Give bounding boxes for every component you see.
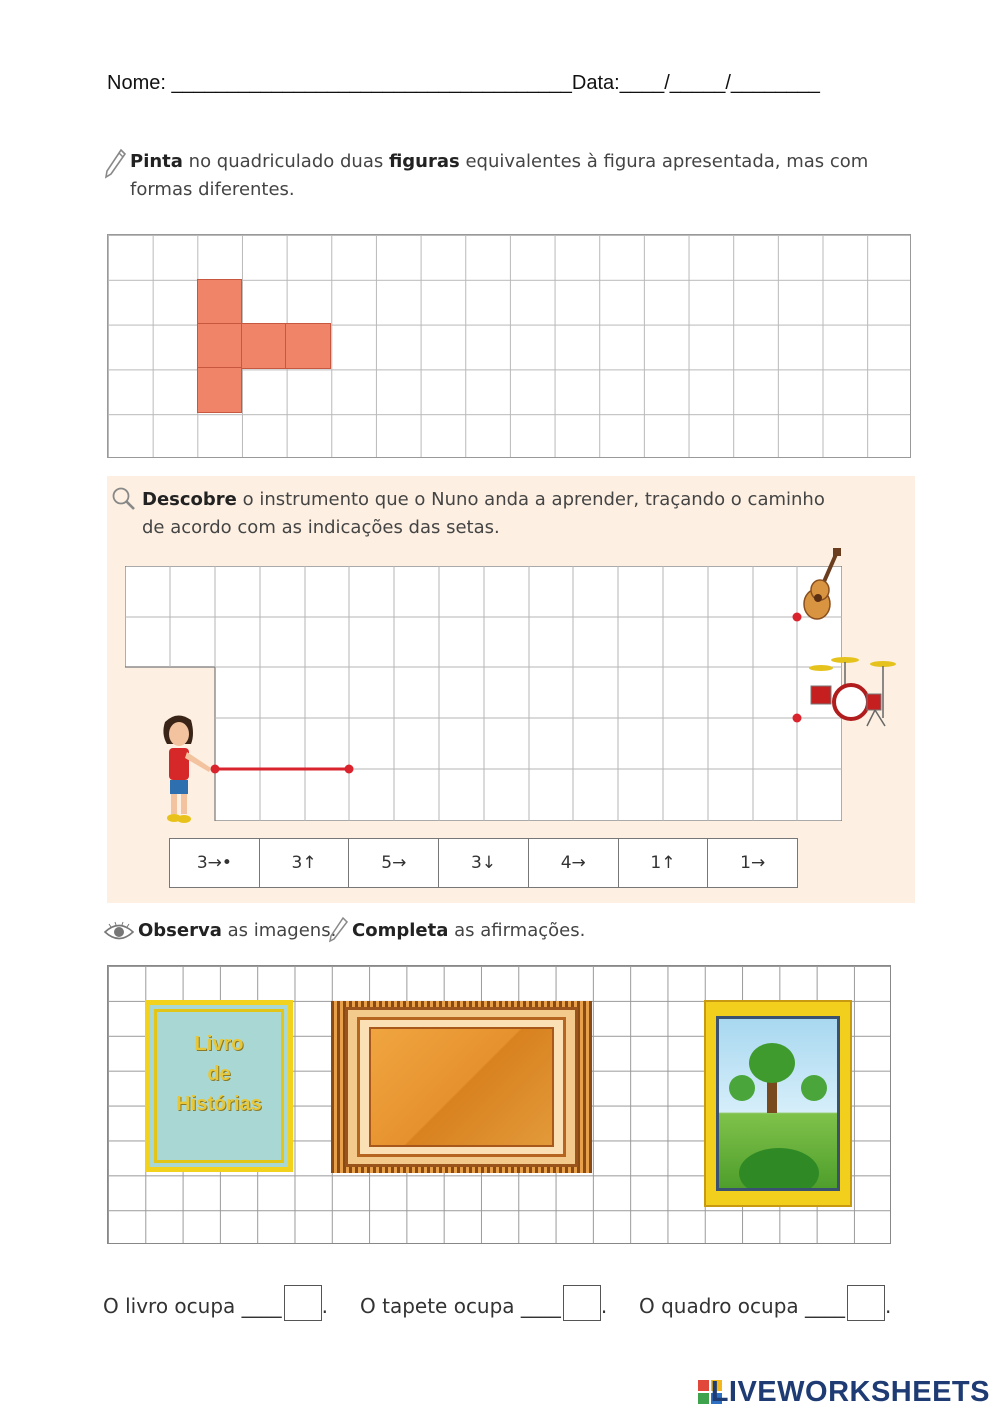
instruction-text: no quadriculado duas [182, 151, 389, 172]
book-title-line: Histórias [176, 1093, 262, 1115]
name-date-line: Nome: ____________________________________Data:____/_____/________ [107, 72, 820, 94]
answer-rug [360, 1285, 607, 1321]
instruction-verb: Observa [138, 920, 222, 941]
drum-kit-illustration [805, 652, 900, 728]
instruction-exercise-1 [130, 148, 890, 204]
direction-step: 3→• [170, 839, 260, 887]
instruction-text: as imagens. [221, 920, 337, 941]
answer-frame-text: O quadro ocupa ____ [639, 1294, 846, 1318]
guitar-illustration [797, 548, 843, 626]
answer-frame-box[interactable] [847, 1285, 885, 1321]
direction-step: 1↑ [619, 839, 709, 887]
instruction-complete [352, 917, 612, 945]
direction-step: 4→ [529, 839, 619, 887]
path-end-dot [345, 765, 354, 774]
instruction-text: o instrumento que o Nuno anda a aprender, traçando o caminho [236, 489, 825, 510]
answer-book [103, 1285, 328, 1321]
instruction-text: de acordo com as indicações das setas. [142, 517, 500, 538]
period: . [885, 1294, 892, 1318]
instruction-keyword: figuras [388, 151, 460, 172]
drums-endpoint-dot [793, 714, 802, 723]
t-shape-cell [197, 323, 242, 369]
t-shape-cell [241, 323, 286, 369]
eye-icon [103, 921, 135, 948]
book-title-line: Livro [194, 1033, 244, 1055]
rug-picture [331, 1001, 592, 1173]
direction-step: 3↑ [260, 839, 350, 887]
instruction-verb: Descobre [142, 489, 237, 510]
magnifier-icon [111, 486, 137, 517]
instruction-text: formas diferentes. [130, 179, 295, 200]
t-shape-cell [197, 367, 242, 413]
direction-step: 5→ [349, 839, 439, 887]
pencil-icon [103, 148, 127, 185]
book-title [150, 1029, 288, 1119]
pencil-icon [327, 916, 349, 949]
period: . [321, 1294, 329, 1318]
path-grid[interactable] [125, 566, 842, 821]
instruction-verb: Pinta [130, 151, 183, 172]
answer-frame [639, 1285, 891, 1321]
answer-rug-text: O tapete ocupa ____ [360, 1294, 561, 1318]
storybook-picture [145, 1000, 293, 1172]
instruction-text: as afirmações. [448, 920, 586, 941]
directions-table [169, 838, 798, 888]
boy-illustration [157, 710, 217, 826]
instruction-verb: Completa [352, 920, 449, 941]
answer-book-text: O livro ocupa ____ [103, 1294, 282, 1318]
t-shape-cell [285, 323, 331, 369]
direction-step: 1→ [740, 853, 766, 873]
liveworksheets-logo: LIVEWORKSHEETS [710, 1376, 990, 1408]
answer-rug-box[interactable] [563, 1285, 601, 1321]
direction-step: 3↓ [439, 839, 529, 887]
instruction-text: equivalentes à figura apresentada, mas com [459, 151, 869, 172]
t-shape-cell [197, 279, 242, 325]
coloring-grid[interactable] [107, 234, 911, 458]
instruction-observe [138, 917, 338, 945]
framed-painting-picture [704, 1000, 852, 1207]
book-title-line: de [207, 1063, 231, 1085]
answer-book-box[interactable] [284, 1285, 322, 1321]
instruction-exercise-2 [142, 486, 902, 542]
period: . [600, 1294, 608, 1318]
